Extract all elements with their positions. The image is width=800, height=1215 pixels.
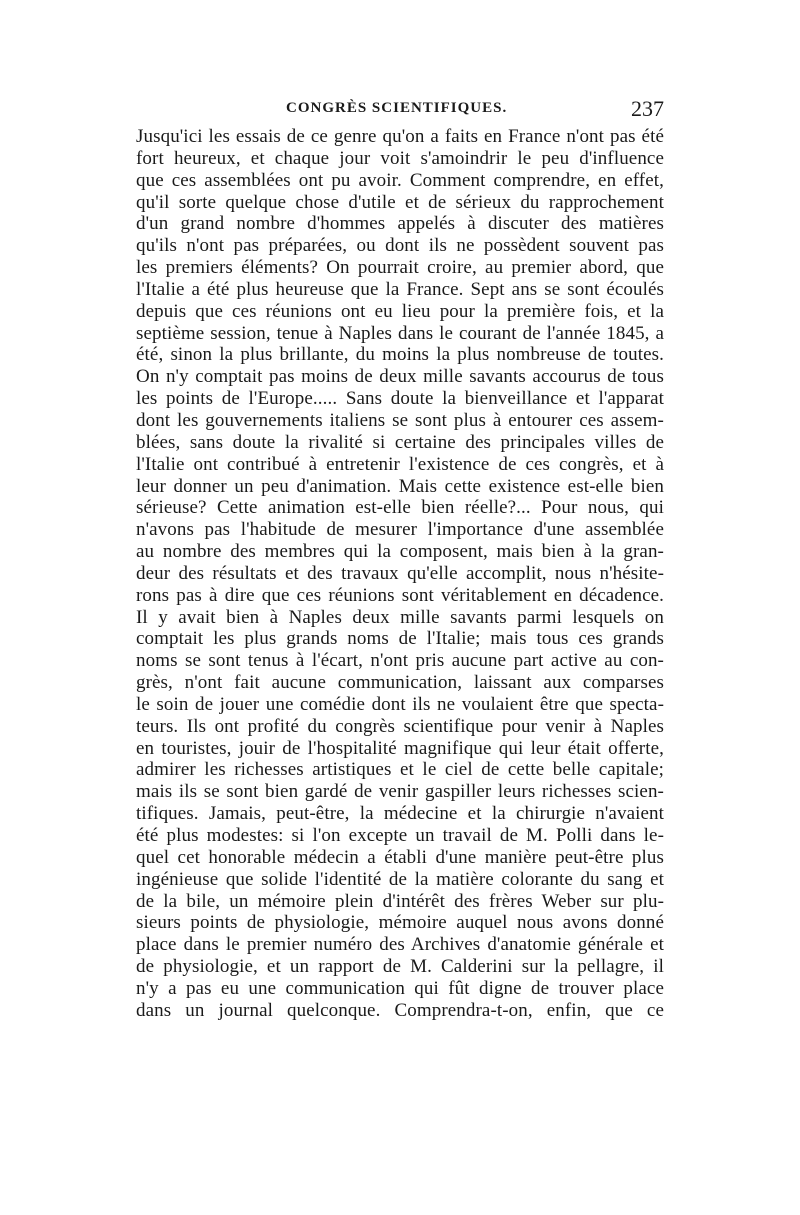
text-line: depuis que ces réunions ont eu lieu pour la première fois, et la [136,300,664,322]
text-line: été plus modestes: si l'on excepte un travail de M. Polli dans le- [136,825,664,846]
text-line: sérieuse? Cette animation est-elle bien réelle?... Pour nous, qui [136,497,664,519]
text-line: de physiologie, et un rapport de M. Calderini sur la pellagre, il [136,956,664,978]
text-line: septième session, tenue à Naples dans le courant de l'année 1845, a [136,322,664,344]
text-line: le soin de jouer une comédie dont ils ne voulaient être que specta- [136,693,664,715]
text-line: quel cet honorable médecin a établi d'une manière peut-être plus [136,846,664,868]
text-line: deur des résultats et des travaux qu'elle accomplit, nous n'hésite- [136,562,664,584]
text-line: blées, sans doute la rivalité si certaine des principales villes de [136,431,664,453]
text-line: qu'il sorte quelque chose d'utile et de sérieux du rapprochement [136,191,664,213]
running-head [136,96,664,126]
text-line: de la bile, un mémoire plein d'intérêt des frères Weber sur plu- [136,890,664,912]
text-line: comptait les plus grands noms de l'Italie; mais tous ces grands [136,628,664,650]
text-line: n'y a pas eu une communication qui fût digne de trouver place [136,977,664,999]
running-title: CONGRÈS SCIENTIFIQUES. [286,100,508,116]
text-line: dont les gouvernements italiens se sont plus à entourer ces assem- [136,409,664,431]
text-line: Jusqu'ici les essais de ce genre qu'on a faits en France n'ont pas été [136,126,664,147]
text-line: grès, n'ont fait aucune communication, laissant aux comparses [136,672,664,694]
text-line: les premiers éléments? On pourrait croire, au premier abord, que [136,257,664,279]
text-line: que ces assemblées ont pu avoir. Comment comprendre, en effet, [136,169,664,191]
book-page [136,96,664,1022]
text-line: Il y avait bien à Naples deux mille savants parmi lesquels on [136,606,664,628]
text-line: mais ils se sont bien gardé de venir gaspiller leurs richesses scien- [136,781,664,803]
text-line: d'un grand nombre d'hommes appelés à discuter des matières [136,213,664,235]
text-line: On n'y comptait pas moins de deux mille savants accourus de tous [136,366,664,388]
text-line: noms se sont tenus à l'écart, n'ont pris aucune part active au con- [136,650,664,672]
text-line: en touristes, jouir de l'hospitalité magnifique qui leur était offerte, [136,737,664,759]
text-line: qu'ils n'ont pas préparées, ou dont ils ne possèdent souvent pas [136,235,664,257]
text-line: l'Italie ont contribué à entretenir l'existence de ces congrès, et à [136,453,664,475]
text-line: admirer les richesses artistiques et le ciel de cette belle capitale; [136,759,664,781]
text-line: tifiques. Jamais, peut-être, la médecine et la chirurgie n'avaient [136,803,664,825]
text-line: fort heureux, et chaque jour voit s'amoindrir le peu d'influence [136,147,664,169]
text-line: teurs. Ils ont profité du congrès scientifique pour venir à Naples [136,715,664,737]
text-line: au nombre des membres qui la composent, mais bien à la gran- [136,541,664,563]
body-text [136,126,664,1022]
text-line: n'avons pas l'habitude de mesurer l'importance d'une assemblée [136,519,664,541]
text-line: place dans le premier numéro des Archives d'anatomie générale et [136,934,664,956]
text-line: leur donner un peu d'animation. Mais cette existence est-elle bien [136,475,664,497]
text-line: ingénieuse que solide l'identité de la matière colorante du sang et [136,868,664,890]
text-line: les points de l'Europe..... Sans doute la bienveillance et l'apparat [136,388,664,410]
text-line: dans un journal quelconque. Comprendra-t-on, enfin, que ce [136,999,664,1021]
text-line: été, sinon la plus brillante, du moins la plus nombreuse de toutes. [136,344,664,366]
text-line: l'Italie a été plus heureuse que la France. Sept ans se sont écoulés [136,278,664,300]
text-line: rons pas à dire que ces réunions sont véritablement en décadence. [136,584,664,606]
page-number: 237 [631,96,664,121]
text-line: sieurs points de physiologie, mémoire auquel nous avons donné [136,912,664,934]
